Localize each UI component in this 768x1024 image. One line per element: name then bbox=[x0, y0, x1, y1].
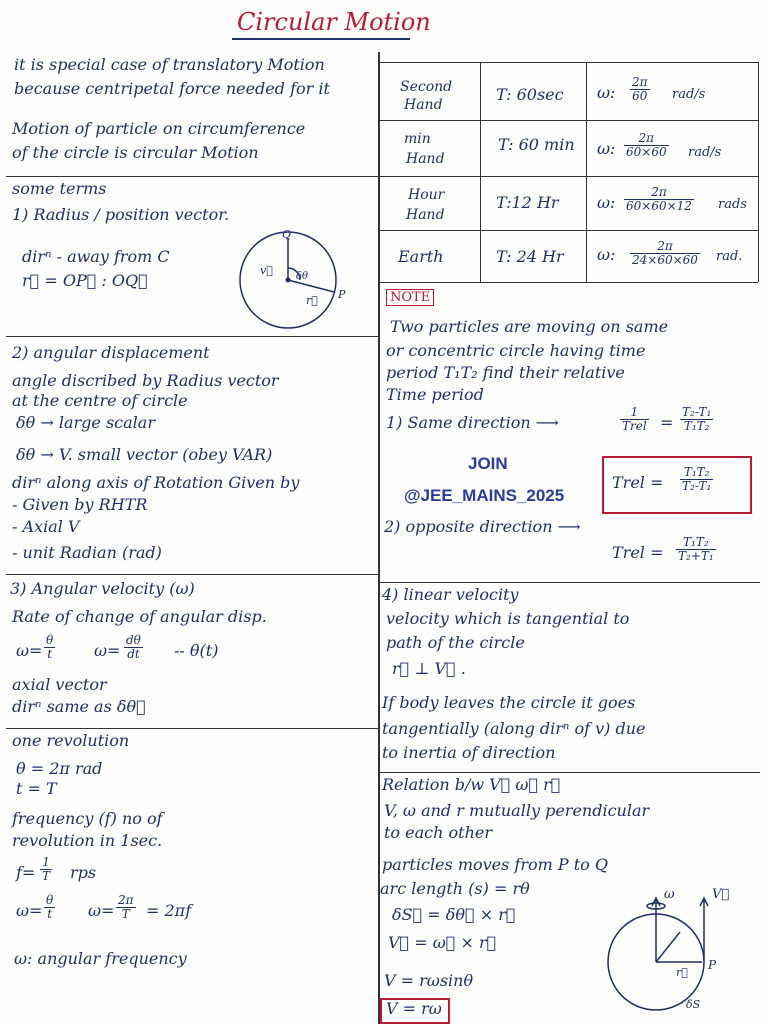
angdisp-line-3: δθ → large scalar bbox=[16, 413, 155, 432]
watermark-join: JOIN bbox=[468, 454, 508, 473]
table-row-4-omega: ω: bbox=[597, 245, 616, 264]
table-row-1-num: 2π bbox=[632, 75, 648, 89]
relation-line-8: V = rω bbox=[386, 999, 442, 1018]
table-row-3-name-2: Hand bbox=[406, 207, 445, 223]
angdisp-heading: 2) angular displacement bbox=[12, 343, 210, 362]
intro-line-3: Motion of particle on circumference bbox=[12, 119, 306, 138]
angvel-w2-num: dθ bbox=[126, 633, 141, 647]
angvel-heading: 3) Angular velocity (ω) bbox=[10, 579, 195, 598]
rev-w2-lhs: ω= bbox=[88, 901, 115, 920]
rev-line-1: θ = 2π rad bbox=[16, 759, 103, 778]
trel-box-den: T₂-T₁ bbox=[682, 479, 712, 493]
angvel-w2-fraction bbox=[124, 634, 143, 661]
note-line-1: Two particles are moving on same bbox=[390, 317, 669, 336]
terms-rvec: r⃗ = OP⃗ : OQ⃗ bbox=[22, 271, 148, 290]
trel-box-num: T₁T₂ bbox=[680, 466, 713, 480]
table-row-3-unit: rads bbox=[718, 197, 747, 212]
note-same-rnum: T₂-T₁ bbox=[682, 405, 712, 419]
relation-line-2: to each other bbox=[384, 823, 492, 842]
relation-line-6: V⃗ = ω⃗ × r⃗ bbox=[388, 933, 497, 952]
rev-w-lhs: ω= bbox=[16, 901, 43, 920]
note-line-4: Time period bbox=[386, 385, 484, 404]
angvel-line-2: axial vector bbox=[12, 675, 107, 694]
note-opp-lhs: Trel = bbox=[612, 543, 664, 562]
angdisp-line-4: δθ → V. small vector (obey VAR) bbox=[16, 445, 273, 464]
diagram1-label-r: r⃗ bbox=[306, 294, 318, 307]
angvel-line-1: Rate of change of angular disp. bbox=[12, 607, 267, 626]
terms-heading: some terms bbox=[12, 179, 107, 198]
relation-line-1: V, ω and r mutually perendicular bbox=[384, 801, 650, 820]
angvel-tail: -- θ(t) bbox=[174, 641, 219, 660]
table-row-1-den: 60 bbox=[632, 89, 648, 103]
linvel-line-2: path of the circle bbox=[386, 633, 525, 652]
diagram1-label-q: Q bbox=[282, 228, 292, 241]
table-row-2-name-2: Hand bbox=[406, 151, 445, 167]
angdisp-line-2: at the centre of circle bbox=[12, 391, 188, 410]
note-label: NOTE bbox=[386, 289, 434, 306]
diagram1-label-p: P bbox=[338, 288, 346, 301]
angdisp-line-7: - Axial V bbox=[12, 517, 80, 536]
table-row-2-period: T: 60 min bbox=[498, 135, 575, 154]
table-row-3-period: T:12 Hr bbox=[496, 193, 559, 212]
rev-f-fraction bbox=[40, 856, 52, 883]
relation-line-5: δS⃗ = δθ⃗ × r⃗ bbox=[392, 905, 516, 924]
relation-radius-q bbox=[656, 932, 680, 962]
radius-line-p bbox=[288, 280, 334, 292]
rev-w-den: t bbox=[47, 907, 53, 921]
diagram1-label-v: v⃗ bbox=[260, 264, 273, 277]
table-row-1-period: T: 60sec bbox=[496, 85, 564, 104]
note-opp-fraction bbox=[676, 536, 716, 563]
rev-f-lhs: f= bbox=[16, 863, 36, 882]
linvel-line-3: r⃗ ⊥ V⃗ . bbox=[392, 659, 466, 678]
linvel-heading: 4) linear velocity bbox=[382, 585, 519, 604]
table-row-2-den: 60×60 bbox=[626, 145, 667, 159]
note-same-lhs-fraction bbox=[620, 406, 649, 433]
watermark-handle: @JEE_MAINS_2025 bbox=[404, 486, 565, 505]
table-row-4-den: 24×60×60 bbox=[632, 253, 698, 267]
angdisp-line-8: - unit Radian (rad) bbox=[12, 543, 162, 562]
diagram2-label-ds: δS bbox=[686, 998, 701, 1011]
rev-line-2: t = T bbox=[16, 779, 57, 798]
diagram2-label-p: P bbox=[708, 958, 717, 972]
page-title: Circular Motion bbox=[237, 8, 431, 36]
intro-line-1: it is special case of translatory Motion bbox=[14, 55, 325, 74]
table-row-3-omega: ω: bbox=[597, 193, 616, 212]
radius-circle-diagram bbox=[240, 232, 336, 328]
note-line-2: or concentric circle having time bbox=[386, 341, 646, 360]
rev-w-fraction bbox=[44, 894, 55, 921]
table-row-1-omega: ω: bbox=[597, 83, 616, 102]
angvel-w1-lhs: ω= bbox=[16, 641, 43, 660]
center-dot bbox=[286, 278, 290, 282]
linvel-line-6: to inertia of direction bbox=[382, 743, 556, 762]
rev-f-unit: rps bbox=[70, 863, 97, 882]
trel-box-fraction bbox=[680, 466, 713, 493]
angvel-w2-lhs: ω= bbox=[94, 641, 121, 660]
table-row-4-name-1: Earth bbox=[398, 247, 444, 266]
diagram2-label-r: r⃗ bbox=[676, 966, 688, 979]
note-same-direction: 1) Same direction ⟶ bbox=[386, 413, 559, 432]
note-same-num: 1 bbox=[620, 406, 649, 420]
angvel-w1-den: t bbox=[47, 647, 53, 661]
note-opp-den: T₂+T₁ bbox=[678, 549, 714, 563]
table-row-1-name-2: Hand bbox=[404, 97, 443, 113]
note-line-3: period T₁T₂ find their relative bbox=[386, 363, 625, 382]
relation-line-4: arc length (s) = rθ bbox=[380, 879, 530, 898]
table-row-3-den: 60×60×12 bbox=[626, 199, 692, 213]
rev-w2-num: 2π bbox=[118, 893, 134, 907]
rev-line-5: ω: angular frequency bbox=[14, 949, 187, 968]
intro-line-4: of the circle is circular Motion bbox=[12, 143, 259, 162]
table-row-3-num: 2π bbox=[624, 186, 694, 200]
note-same-den: Trel bbox=[622, 419, 647, 433]
angvel-w2-den: dt bbox=[127, 647, 140, 661]
table-row-4-period: T: 24 Hr bbox=[496, 247, 564, 266]
table-row-2-unit: rad/s bbox=[688, 145, 722, 160]
intro-line-2: because centripetal force needed for it bbox=[14, 79, 330, 98]
note-opp-num: T₁T₂ bbox=[676, 536, 716, 550]
terms-radius: 1) Radius / position vector. bbox=[12, 205, 230, 224]
rev-f-num: 1 bbox=[40, 856, 52, 870]
note-same-rhs-fraction bbox=[680, 406, 713, 433]
table-row-2-omega: ω: bbox=[597, 139, 616, 158]
linvel-line-1: velocity which is tangential to bbox=[386, 609, 630, 628]
relation-line-3: particles moves from P to Q bbox=[382, 855, 609, 874]
table-row-2-name-1: min bbox=[404, 131, 431, 147]
diagram2-label-v: V⃗ bbox=[712, 887, 730, 902]
diagram2-label-omega: ω bbox=[664, 887, 675, 902]
table-row-4-num: 2π bbox=[630, 240, 700, 254]
angdisp-line-6: - Given by RHTR bbox=[12, 495, 148, 514]
table-row-4-unit: rad. bbox=[716, 249, 743, 264]
angvel-line-3: dirⁿ same as δθ⃗ bbox=[12, 697, 146, 716]
note-same-equals: = bbox=[660, 413, 674, 432]
rev-w2-den: T bbox=[121, 907, 130, 921]
terms-dirn: dirⁿ - away from C bbox=[22, 247, 170, 266]
relation-heading: Relation b/w V⃗ ω⃗ r⃗ bbox=[382, 775, 561, 794]
relation-line-7: V = rωsinθ bbox=[384, 971, 474, 990]
rev-w-num: θ bbox=[46, 893, 54, 907]
rev-line-4: revolution in 1sec. bbox=[12, 831, 163, 850]
rev-w2-tail: = 2πf bbox=[146, 901, 192, 920]
diagram1-label-angle: δθ bbox=[296, 271, 309, 282]
table-row-3-name-1: Hour bbox=[408, 187, 445, 203]
angdisp-line-1: angle discribed by Radius vector bbox=[12, 371, 279, 390]
angvel-w1-num: θ bbox=[46, 633, 54, 647]
rev-heading: one revolution bbox=[12, 731, 130, 750]
table-row-2-num: 2π bbox=[624, 132, 669, 146]
trel-box-lhs: Trel = bbox=[612, 473, 664, 492]
rev-f-den: T bbox=[42, 869, 51, 883]
angvel-w1-fraction bbox=[44, 634, 55, 661]
note-opposite-direction: 2) opposite direction ⟶ bbox=[384, 517, 581, 536]
angdisp-line-5: dirⁿ along axis of Rotation Given by bbox=[12, 473, 300, 492]
table-row-1-unit: rad/s bbox=[672, 87, 706, 102]
linvel-line-4: If body leaves the circle it goes bbox=[382, 693, 636, 712]
rev-line-3: frequency (f) no of bbox=[12, 809, 163, 828]
table-row-1-name-1: Second bbox=[400, 79, 453, 95]
note-same-rden: T₁T₂ bbox=[683, 419, 710, 433]
linvel-line-5: tangentially (along dirⁿ of v) due bbox=[382, 719, 646, 738]
rev-w2-fraction bbox=[116, 894, 136, 921]
relation-diagram bbox=[608, 898, 708, 1010]
